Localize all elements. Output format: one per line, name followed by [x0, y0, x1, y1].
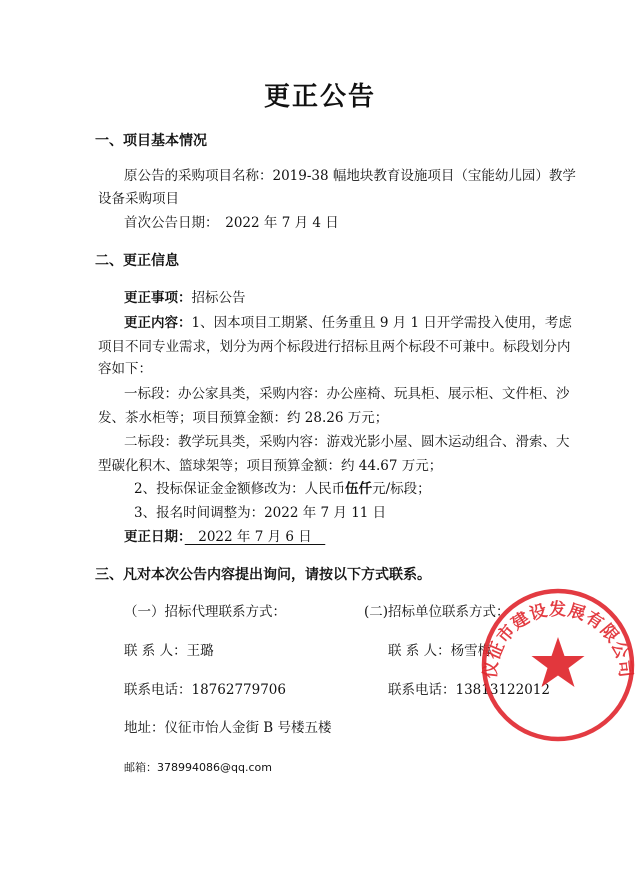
deposit-suffix: 元/标段； [372, 481, 431, 497]
agent-address: 地址：仪征市怡人金街 B 号楼五楼 [124, 720, 332, 736]
correction-date-value: 2022 年 7 月 6 日 [184, 529, 326, 545]
correction-content-line2: 项目不同专业需求，划分为两个标段进行招标且两个标段不可兼中。标段划分内 [98, 339, 571, 355]
registration-time: 3、报名时间调整为：2022 年 7 月 11 日 [134, 505, 387, 521]
svg-text:仪征市建设发展有限公司: 仪征市建设发展有限公司 [480, 600, 636, 680]
first-publish-date: 首次公告日期： 2022 年 7 月 4 日 [124, 215, 339, 231]
correction-item-value: 招标公告 [191, 290, 246, 306]
correction-content-label: 更正内容： [124, 315, 192, 331]
owner-contact-heading: (二)招标单位联系方式： [364, 604, 510, 620]
correction-item-label: 更正事项： [124, 290, 192, 306]
lot2-line1: 二标段：教学玩具类，采购内容：游戏光影小屋、圆木运动组合、滑索、大 [124, 434, 570, 450]
correction-date-label: 更正日期： [124, 529, 185, 545]
project-name-line1: 原公告的采购项目名称：2019-38 幅地块教育设施项目（宝能幼儿园）教学 [124, 168, 576, 184]
agent-contact-person: 联 系 人：王璐 [124, 643, 214, 659]
correction-date [124, 529, 325, 545]
owner-phone: 联系电话：13813122012 [388, 682, 550, 698]
deposit-prefix: 2、投标保证金金额修改为：人民币 [134, 481, 346, 497]
page-title: 更正公告 [263, 82, 376, 112]
section1-heading: 一、项目基本情况 [95, 133, 207, 149]
owner-contact-person: 联 系 人：杨雪梅 [388, 643, 492, 659]
section3-heading: 三、凡对本次公告内容提出询问，请按以下方式联系。 [95, 567, 431, 583]
lot1-line2: 发、茶水柜等；项目预算金额：约 28.26 万元； [98, 410, 389, 426]
lot1-line1: 一标段：办公家具类，采购内容：办公座椅、玩具柜、展示柜、文件柜、沙 [124, 386, 570, 402]
deposit-line [134, 481, 431, 497]
correction-content-text1: 1、因本项目工期紧、任务重且 9 月 1 日开学需投入使用，考虑 [191, 315, 572, 331]
agent-email: 邮箱：378994086@qq.com [124, 761, 272, 774]
agent-contact-heading: （一）招标代理联系方式： [124, 604, 286, 620]
lot2-line2: 型碳化积木、篮球架等；项目预算金额：约 44.67 万元； [98, 458, 443, 474]
agent-phone: 联系电话：18762779706 [124, 682, 286, 698]
correction-item [124, 290, 246, 306]
company-seal-icon [478, 585, 638, 745]
correction-content-line1 [124, 315, 572, 331]
deposit-amount: 伍仟 [345, 481, 373, 497]
project-name-line2: 设备采购项目 [98, 191, 179, 207]
correction-content-line3: 容如下： [98, 361, 152, 377]
section2-heading: 二、更正信息 [95, 253, 179, 269]
